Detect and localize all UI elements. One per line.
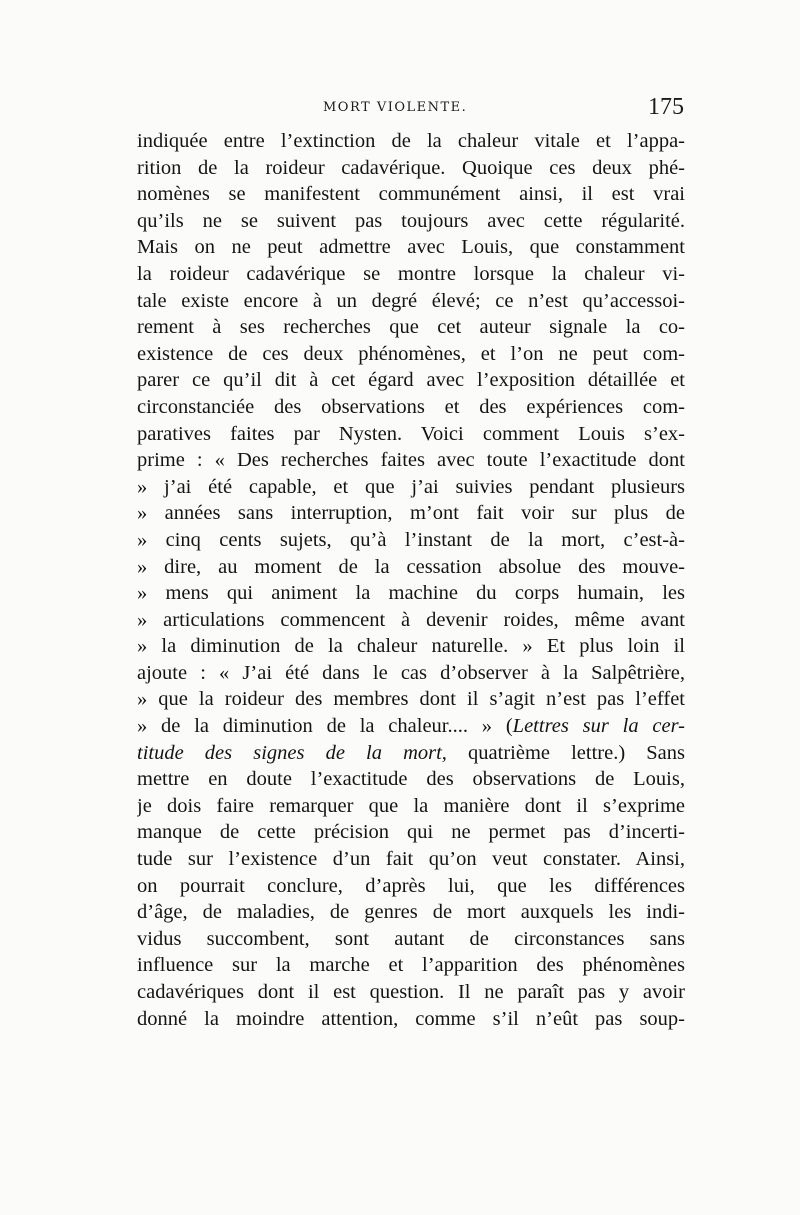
text-line: mettre en doute l’exactitude des observations de Louis, (137, 768, 685, 791)
running-head (138, 96, 684, 126)
text-line: existence de ces deux phénomènes, et l’on ne peut com- (137, 342, 685, 365)
text-line: » articulations commencent à devenir roides, même avant (137, 608, 685, 631)
text-line: nomènes se manifestent communément ainsi, il est vrai (137, 183, 685, 206)
citation-title-part2: titude des signes de la mort, (137, 741, 447, 764)
running-title: MORT VIOLENTE. (323, 100, 468, 115)
text-line: influence sur la marche et l’apparition des phénomènes (137, 954, 685, 977)
text-line: » années sans interruption, m’ont fait voir sur plus de (137, 502, 685, 525)
text-line: » dire, au moment de la cessation absolue des mouve- (137, 555, 685, 578)
citation-title-part1: Lettres sur la cer- (512, 715, 685, 738)
text-line: » la diminution de la chaleur naturelle. » Et plus loin il (137, 635, 685, 658)
text-line: prime : « Des recherches faites avec toute l’exactitude dont (137, 449, 685, 472)
text-line: paratives faites par Nysten. Voici comment Louis s’ex- (137, 422, 685, 445)
text-segment: quatrième lettre.) Sans (446, 741, 685, 764)
text-line: je dois faire remarquer que la manière dont il s’exprime (137, 794, 685, 817)
text-line: ajoute : « J’ai été dans le cas d’observer à la Salpêtrière, (137, 661, 685, 684)
text-line: rement à ses recherches que cet auteur signale la co- (137, 316, 685, 339)
text-line: cadavériques dont il est question. Il ne paraît pas y avoir (137, 981, 685, 1003)
text-line: tale existe encore à un degré élevé; ce n’est qu’accessoi- (137, 289, 685, 312)
page-number: 175 (648, 94, 684, 120)
text-line: parer ce qu’il dit à cet égard avec l’exposition détaillée et (137, 369, 685, 392)
body-text (137, 128, 685, 1032)
text-line: on pourrait conclure, d’après lui, que les différences (137, 874, 685, 897)
text-line-citation-end (137, 740, 685, 767)
text-line: » cinq cents sujets, qu’à l’instant de la mort, c’est-à- (137, 528, 685, 551)
text-line-citation-start (137, 713, 685, 740)
text-line: Mais on ne peut admettre avec Louis, que constamment (137, 236, 685, 259)
text-line: manque de cette précision qui ne permet pas d’incerti- (137, 821, 685, 844)
text-line: circonstanciée des observations et des expériences com- (137, 395, 685, 418)
text-line: la roideur cadavérique se montre lorsque la chaleur vi- (137, 262, 685, 285)
text-line: qu’ils ne se suivent pas toujours avec cette régularité. (137, 209, 685, 232)
text-segment: » de la diminution de la chaleur.... » ( (137, 715, 513, 738)
text-line: indiquée entre l’extinction de la chaleur vitale et l’appa- (137, 130, 685, 152)
text-line: tude sur l’existence d’un fait qu’on veut constater. Ainsi, (137, 848, 685, 871)
text-line: vidus succombent, sont autant de circonstances sans (137, 927, 685, 950)
text-line: rition de la roideur cadavérique. Quoique ces deux phé- (137, 156, 685, 179)
text-line: » que la roideur des membres dont il s’agit n’est pas l’effet (137, 688, 685, 711)
text-line: d’âge, de maladies, de genres de mort auxquels les indi- (137, 901, 685, 924)
text-line: » j’ai été capable, et que j’ai suivies pendant plusieurs (137, 475, 685, 498)
text-line: donné la moindre attention, comme s’il n’eût pas soup- (137, 1007, 685, 1030)
text-line: » mens qui animent la machine du corps humain, les (137, 582, 685, 605)
